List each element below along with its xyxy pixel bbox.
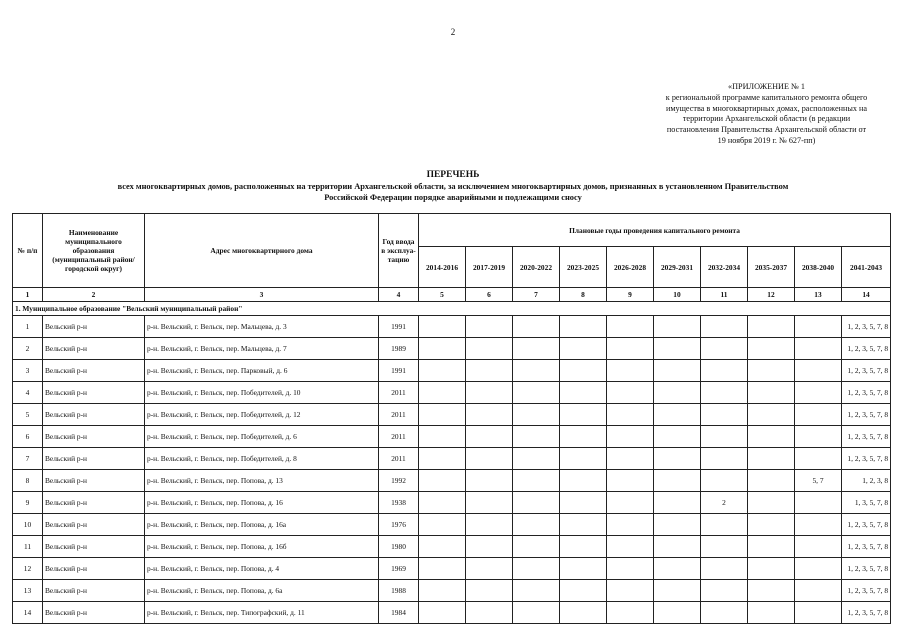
header-planned-years: Плановые годы проведения капитального ремонта: [419, 214, 891, 247]
cell-period-works: [748, 360, 795, 382]
cell-municipality: Вельский р-н: [43, 448, 145, 470]
cell-period-works: [560, 514, 607, 536]
cell-address: р-н. Вельский, г. Вельск, пер. Победителей, д. 12: [145, 404, 379, 426]
cell-address: р-н. Вельский, г. Вельск, пер. Победителей, д. 8: [145, 448, 379, 470]
cell-period-works: 1, 2, 3, 5, 7, 8: [842, 514, 891, 536]
cell-period-works: [795, 360, 842, 382]
column-number: 11: [701, 288, 748, 302]
cell-period-works: [560, 492, 607, 514]
table-row: [13, 360, 891, 382]
cell-period-works: [748, 404, 795, 426]
header-period: 2020-2022: [513, 247, 560, 288]
cell-period-works: [701, 536, 748, 558]
cell-period-works: [701, 338, 748, 360]
cell-period-works: [513, 382, 560, 404]
column-number: 4: [379, 288, 419, 302]
cell-period-works: [560, 558, 607, 580]
cell-year: 1992: [379, 470, 419, 492]
cell-period-works: [795, 580, 842, 602]
cell-municipality: Вельский р-н: [43, 338, 145, 360]
cell-period-works: 1, 2, 3, 5, 7, 8: [842, 382, 891, 404]
cell-period-works: [560, 448, 607, 470]
column-number: 1: [13, 288, 43, 302]
cell-period-works: [748, 580, 795, 602]
cell-period-works: [513, 360, 560, 382]
cell-period-works: [748, 426, 795, 448]
cell-number: 4: [13, 382, 43, 404]
cell-municipality: Вельский р-н: [43, 316, 145, 338]
cell-period-works: [607, 536, 654, 558]
cell-period-works: [701, 382, 748, 404]
cell-period-works: [466, 338, 513, 360]
header-municipality: Наименование муниципального образования (муниципальный район/городской округ): [43, 214, 145, 288]
cell-period-works: [748, 316, 795, 338]
column-number: 7: [513, 288, 560, 302]
cell-municipality: Вельский р-н: [43, 470, 145, 492]
cell-period-works: [513, 404, 560, 426]
header-period: 2029-2031: [654, 247, 701, 288]
cell-address: р-н. Вельский, г. Вельск, пер. Мальцева, д. 3: [145, 316, 379, 338]
cell-period-works: [607, 514, 654, 536]
cell-period-works: 1, 2, 3, 5, 7, 8: [842, 426, 891, 448]
cell-year: 2011: [379, 404, 419, 426]
annex-line: «ПРИЛОЖЕНИЕ № 1: [728, 82, 805, 91]
cell-period-works: [748, 558, 795, 580]
cell-year: 1989: [379, 338, 419, 360]
cell-year: 2011: [379, 426, 419, 448]
title-main: ПЕРЕЧЕНЬ: [426, 170, 480, 180]
cell-number: 6: [13, 426, 43, 448]
table-row: [13, 536, 891, 558]
cell-period-works: [419, 426, 466, 448]
cell-period-works: [654, 514, 701, 536]
cell-period-works: [701, 426, 748, 448]
cell-period-works: [560, 382, 607, 404]
cell-period-works: [466, 448, 513, 470]
cell-number: 13: [13, 580, 43, 602]
header-period: 2032-2034: [701, 247, 748, 288]
cell-period-works: [419, 580, 466, 602]
cell-period-works: 1, 3, 5, 7, 8: [842, 492, 891, 514]
cell-address: р-н. Вельский, г. Вельск, пер. Победителей, д. 10: [145, 382, 379, 404]
cell-period-works: [795, 426, 842, 448]
cell-municipality: Вельский р-н: [43, 360, 145, 382]
annex-line: к региональной программе капитального ремонта общего: [665, 92, 868, 102]
housing-register-table: [12, 213, 891, 624]
cell-period-works: [419, 382, 466, 404]
column-number: 10: [654, 288, 701, 302]
cell-municipality: Вельский р-н: [43, 492, 145, 514]
table-row: [13, 338, 891, 360]
cell-period-works: [419, 536, 466, 558]
cell-period-works: [654, 536, 701, 558]
cell-period-works: [466, 360, 513, 382]
table-row: [13, 602, 891, 624]
cell-period-works: [607, 316, 654, 338]
cell-period-works: [654, 602, 701, 624]
cell-number: 3: [13, 360, 43, 382]
cell-period-works: [701, 580, 748, 602]
cell-period-works: [795, 558, 842, 580]
cell-period-works: [607, 580, 654, 602]
cell-year: 1969: [379, 558, 419, 580]
cell-period-works: [701, 470, 748, 492]
cell-period-works: [607, 558, 654, 580]
cell-period-works: [560, 470, 607, 492]
cell-period-works: [513, 448, 560, 470]
cell-period-works: 1, 2, 3, 5, 7, 8: [842, 360, 891, 382]
cell-period-works: [701, 404, 748, 426]
cell-period-works: [419, 558, 466, 580]
cell-period-works: [513, 470, 560, 492]
cell-period-works: [607, 602, 654, 624]
column-number: 13: [795, 288, 842, 302]
cell-period-works: [607, 426, 654, 448]
cell-period-works: [419, 492, 466, 514]
cell-period-works: [654, 360, 701, 382]
column-number: 8: [560, 288, 607, 302]
annex-line: имущества в многоквартирных домах, расположенных на: [665, 103, 868, 113]
cell-period-works: 1, 2, 3, 5, 7, 8: [842, 602, 891, 624]
cell-period-works: [466, 316, 513, 338]
cell-period-works: [513, 558, 560, 580]
cell-period-works: [466, 536, 513, 558]
page-number: 2: [450, 27, 456, 37]
cell-period-works: [607, 338, 654, 360]
cell-period-works: 1, 2, 3, 5, 7, 8: [842, 580, 891, 602]
cell-period-works: [560, 426, 607, 448]
cell-address: р-н. Вельский, г. Вельск, пер. Парковый, д. 6: [145, 360, 379, 382]
cell-period-works: [654, 426, 701, 448]
cell-period-works: [795, 448, 842, 470]
cell-year: 2011: [379, 382, 419, 404]
cell-period-works: [419, 316, 466, 338]
cell-address: р-н. Вельский, г. Вельск, пер. Мальцева, д. 7: [145, 338, 379, 360]
header-period: 2023-2025: [560, 247, 607, 288]
cell-period-works: [795, 404, 842, 426]
table-row: [13, 514, 891, 536]
cell-period-works: [701, 558, 748, 580]
title-subtitle-line-2: Российской Федерации порядке аварийными и подлежащими сносу: [324, 193, 582, 202]
cell-period-works: [701, 602, 748, 624]
cell-period-works: [607, 448, 654, 470]
title-subtitle-line-1: всех многоквартирных домов, расположенных на территории Архангельской области, за исключением многоквартирных домов, признанных в установленном Правительством: [117, 182, 789, 191]
cell-address: р-н. Вельский, г. Вельск, пер. Попова, д. 16: [145, 492, 379, 514]
column-number: 3: [145, 288, 379, 302]
annex-line: 19 ноября 2019 г. № 627-пп): [717, 135, 816, 145]
table-row: [13, 492, 891, 514]
cell-period-works: [513, 338, 560, 360]
cell-year: 1938: [379, 492, 419, 514]
cell-period-works: [560, 338, 607, 360]
cell-period-works: [795, 338, 842, 360]
cell-period-works: [560, 580, 607, 602]
cell-period-works: [748, 470, 795, 492]
header-period: 2038-2040: [795, 247, 842, 288]
document-title: [20, 169, 886, 203]
cell-period-works: [560, 360, 607, 382]
cell-period-works: [513, 580, 560, 602]
cell-period-works: [466, 558, 513, 580]
cell-number: 12: [13, 558, 43, 580]
cell-period-works: 2: [701, 492, 748, 514]
cell-period-works: [419, 448, 466, 470]
cell-period-works: [701, 316, 748, 338]
header-address: Адрес многоквартирного дома: [145, 214, 379, 288]
cell-period-works: 1, 2, 3, 8: [842, 470, 891, 492]
cell-year: 1991: [379, 360, 419, 382]
cell-period-works: [607, 382, 654, 404]
table-row: [13, 448, 891, 470]
cell-period-works: 1, 2, 3, 5, 7, 8: [842, 338, 891, 360]
cell-year: 1991: [379, 316, 419, 338]
cell-period-works: [466, 426, 513, 448]
table-row: [13, 558, 891, 580]
cell-period-works: [795, 514, 842, 536]
cell-address: р-н. Вельский, г. Вельск, пер. Типографский, д. 11: [145, 602, 379, 624]
cell-municipality: Вельский р-н: [43, 558, 145, 580]
cell-period-works: [513, 316, 560, 338]
cell-period-works: [748, 536, 795, 558]
cell-period-works: [748, 338, 795, 360]
cell-address: р-н. Вельский, г. Вельск, пер. Попова, д. 13: [145, 470, 379, 492]
cell-period-works: [795, 382, 842, 404]
cell-address: р-н. Вельский, г. Вельск, пер. Попова, д. 6а: [145, 580, 379, 602]
column-number: 5: [419, 288, 466, 302]
cell-period-works: 1, 2, 3, 5, 7, 8: [842, 404, 891, 426]
cell-period-works: [513, 536, 560, 558]
cell-period-works: [419, 404, 466, 426]
cell-period-works: [419, 470, 466, 492]
cell-period-works: [560, 536, 607, 558]
cell-period-works: [701, 360, 748, 382]
cell-period-works: [607, 492, 654, 514]
cell-period-works: [466, 492, 513, 514]
cell-address: р-н. Вельский, г. Вельск, пер. Победителей, д. 6: [145, 426, 379, 448]
cell-period-works: 1, 2, 3, 5, 7, 8: [842, 536, 891, 558]
cell-period-works: [654, 316, 701, 338]
table-row: [13, 580, 891, 602]
cell-year: 1980: [379, 536, 419, 558]
cell-period-works: [419, 360, 466, 382]
cell-period-works: [466, 580, 513, 602]
cell-period-works: [607, 360, 654, 382]
cell-number: 11: [13, 536, 43, 558]
cell-period-works: [748, 382, 795, 404]
cell-period-works: [795, 536, 842, 558]
cell-year: 1976: [379, 514, 419, 536]
cell-period-works: [466, 382, 513, 404]
header-year: Год ввода в эксплуа-тацию: [379, 214, 419, 288]
cell-period-works: 1, 2, 3, 5, 7, 8: [842, 316, 891, 338]
cell-address: р-н. Вельский, г. Вельск, пер. Попова, д. 4: [145, 558, 379, 580]
cell-period-works: [560, 404, 607, 426]
annex-line: территории Архангельской области (в редакции: [682, 114, 851, 124]
header-period: 2035-2037: [748, 247, 795, 288]
cell-period-works: [466, 602, 513, 624]
cell-number: 9: [13, 492, 43, 514]
table-row: [13, 316, 891, 338]
cell-number: 10: [13, 514, 43, 536]
cell-period-works: [748, 602, 795, 624]
cell-municipality: Вельский р-н: [43, 404, 145, 426]
cell-period-works: [607, 404, 654, 426]
cell-period-works: [654, 470, 701, 492]
cell-period-works: [419, 602, 466, 624]
table-row: [13, 404, 891, 426]
cell-period-works: [654, 404, 701, 426]
cell-number: 7: [13, 448, 43, 470]
cell-period-works: [748, 492, 795, 514]
cell-year: 1984: [379, 602, 419, 624]
column-number: 2: [43, 288, 145, 302]
cell-period-works: [560, 602, 607, 624]
cell-period-works: [701, 514, 748, 536]
cell-period-works: [654, 558, 701, 580]
table-row: [13, 382, 891, 404]
cell-period-works: [513, 426, 560, 448]
cell-address: р-н. Вельский, г. Вельск, пер. Попова, д. 16а: [145, 514, 379, 536]
cell-period-works: [654, 448, 701, 470]
cell-period-works: 1, 2, 3, 5, 7, 8: [842, 558, 891, 580]
cell-number: 5: [13, 404, 43, 426]
table-row: [13, 426, 891, 448]
cell-municipality: Вельский р-н: [43, 580, 145, 602]
cell-period-works: [748, 448, 795, 470]
cell-period-works: [513, 492, 560, 514]
column-number: 9: [607, 288, 654, 302]
cell-period-works: [795, 492, 842, 514]
cell-number: 14: [13, 602, 43, 624]
table-row: [13, 470, 891, 492]
cell-year: 1988: [379, 580, 419, 602]
cell-period-works: [466, 514, 513, 536]
column-number: 6: [466, 288, 513, 302]
cell-municipality: Вельский р-н: [43, 426, 145, 448]
header-period: 2026-2028: [607, 247, 654, 288]
cell-period-works: [748, 514, 795, 536]
cell-municipality: Вельский р-н: [43, 382, 145, 404]
annex-header: [644, 82, 889, 147]
cell-period-works: [654, 492, 701, 514]
annex-line: постановления Правительства Архангельской области от: [666, 125, 867, 135]
cell-period-works: [795, 602, 842, 624]
cell-period-works: [513, 514, 560, 536]
header-period: 2017-2019: [466, 247, 513, 288]
cell-address: р-н. Вельский, г. Вельск, пер. Попова, д. 16б: [145, 536, 379, 558]
cell-period-works: [654, 382, 701, 404]
cell-period-works: [466, 470, 513, 492]
section-heading: 1. Муниципальное образование "Вельский муниципальный район": [13, 302, 891, 316]
header-period: 2014-2016: [419, 247, 466, 288]
header-num: № п/п: [13, 214, 43, 288]
cell-number: 1: [13, 316, 43, 338]
cell-year: 2011: [379, 448, 419, 470]
cell-period-works: [419, 514, 466, 536]
cell-period-works: [701, 448, 748, 470]
column-number: 12: [748, 288, 795, 302]
cell-period-works: [419, 338, 466, 360]
cell-municipality: Вельский р-н: [43, 536, 145, 558]
cell-period-works: [560, 316, 607, 338]
cell-municipality: Вельский р-н: [43, 514, 145, 536]
cell-number: 8: [13, 470, 43, 492]
cell-municipality: Вельский р-н: [43, 602, 145, 624]
cell-period-works: [513, 602, 560, 624]
cell-number: 2: [13, 338, 43, 360]
cell-period-works: 1, 2, 3, 5, 7, 8: [842, 448, 891, 470]
cell-period-works: 5, 7: [795, 470, 842, 492]
cell-period-works: [654, 338, 701, 360]
cell-period-works: [607, 470, 654, 492]
column-number: 14: [842, 288, 891, 302]
cell-period-works: [654, 580, 701, 602]
cell-period-works: [466, 404, 513, 426]
header-period: 2041-2043: [842, 247, 891, 288]
cell-period-works: [795, 316, 842, 338]
